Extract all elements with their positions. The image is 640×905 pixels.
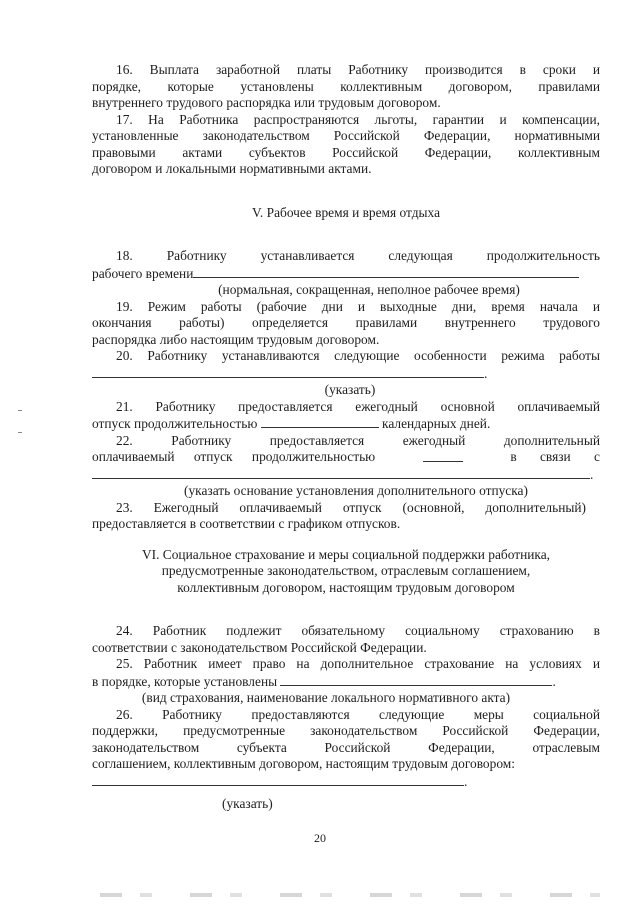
p21-label-b: календарных дней. (382, 416, 491, 431)
p26-line-3: законодательством субъекта Российской Федерации, отраслевым (92, 739, 600, 755)
p24-line-2: соответствии с законодательством Российской Федерации. (92, 639, 427, 655)
p17-line-4: договором и локальными нормативными актами. (92, 161, 372, 176)
p25-hint: (вид страхования, наименование локального нормативного акта) (141, 690, 511, 705)
p26-end: . (464, 773, 468, 789)
p20-end: . (484, 365, 488, 381)
page-number: 20 (314, 831, 326, 845)
document-page (92, 62, 600, 813)
p25-end: . (552, 673, 556, 689)
p22-blank-days (423, 449, 463, 462)
p17-line-3: правовыми актами субъектов Российской Федерации, коллективным (92, 144, 600, 160)
p22-label-b: в связи с (510, 449, 600, 464)
p26-line-1: 26. Работнику предоставляются следующие меры социальной (116, 706, 600, 722)
p25-line-1: 25. Работник имеет право на дополнительное страхование на условиях и (116, 656, 600, 671)
p22-line-2 (92, 449, 600, 466)
scan-mark (18, 410, 22, 411)
scan-artifact (100, 893, 600, 897)
section-6-title-line-2: предусмотренные законодательством, отраслевым соглашением, (161, 563, 531, 578)
p21-line-2 (92, 415, 600, 433)
p22-line-1: 22. Работнику предоставляется ежегодный дополнительный (116, 432, 600, 448)
p22-hint: (указать основание установления дополнительного отпуска) (184, 483, 528, 498)
p18-label: рабочего времени (92, 265, 194, 281)
p17-line-1: 17. На Работника распространяются льготы, гарантии и компенсации, (116, 111, 600, 127)
p21-blank (261, 415, 379, 428)
p20-line-1: 20. Работнику устанавливаются следующие особенности режима работы (116, 348, 600, 363)
p21-line-1: 21. Работнику предоставляется ежегодный основной оплачиваемый (116, 398, 600, 414)
p16-line-2: порядке, которые установлены коллективным договором, правилами (92, 78, 600, 94)
p18-hint: (нормальная, сокращенная, неполное рабочее время) (218, 282, 520, 297)
p26-line-5 (92, 773, 600, 791)
p19-line-2: окончания работы) определяется правилами внутреннего трудового (92, 315, 600, 330)
p19-line-3: распорядка либо настоящим трудовым договором. (92, 331, 380, 347)
p25-blank (280, 673, 552, 686)
p26-line-2: поддержки, предусмотренные законодательством Российской Федерации, (92, 723, 600, 738)
p25-line-2 (92, 673, 600, 691)
p19-line-1: 19. Режим работы (рабочие дни и выходные дни, время начала и (116, 298, 600, 314)
p16-line-1: 16. Выплата заработной платы Работнику производится в сроки и (116, 62, 600, 77)
section-5-title: V. Рабочее время и время отдыха (251, 204, 441, 220)
p22-blank-reason (92, 466, 590, 479)
p22-line-3 (92, 466, 600, 484)
section-6-title-line-3: коллективным договором, настоящим трудовым договором (177, 579, 515, 595)
scan-mark (18, 432, 22, 433)
p21-label-a: отпуск продолжительностью (92, 416, 258, 431)
p18-line-2 (92, 265, 600, 283)
p24-line-1: 24. Работник подлежит обязательному социальному страхованию в (116, 623, 600, 638)
p20-blank (92, 365, 484, 378)
p23-line-1: 23. Ежегодный оплачиваемый отпуск (основной, дополнительный) (116, 499, 586, 515)
p25-label: в порядке, которые установлены (92, 673, 278, 689)
p26-blank (92, 773, 464, 786)
p20-line-2 (92, 365, 600, 383)
p18-blank (193, 265, 579, 278)
p22-end: . (590, 466, 594, 482)
p17-line-2: установленные законодательством Российской Федерации, нормативными (92, 128, 600, 143)
p18-line-1: 18. Работнику устанавливается следующая продолжительность (116, 248, 600, 263)
p16-line-3: внутреннего трудового распорядка или трудовым договором. (92, 95, 441, 110)
p23-line-2: предоставляется в соответствии с графиком отпусков. (92, 516, 401, 531)
p26-hint: (указать) (222, 796, 273, 811)
p26-line-4: соглашением, коллективным договором, настоящим трудовым договором: (92, 756, 515, 771)
section-6-title-line-1: VI. Социальное страхование и меры социальной поддержки работника, (141, 546, 551, 562)
p22-label-a: оплачиваемый отпуск продолжительностью (92, 449, 376, 464)
p20-hint: (указать) (324, 382, 376, 397)
